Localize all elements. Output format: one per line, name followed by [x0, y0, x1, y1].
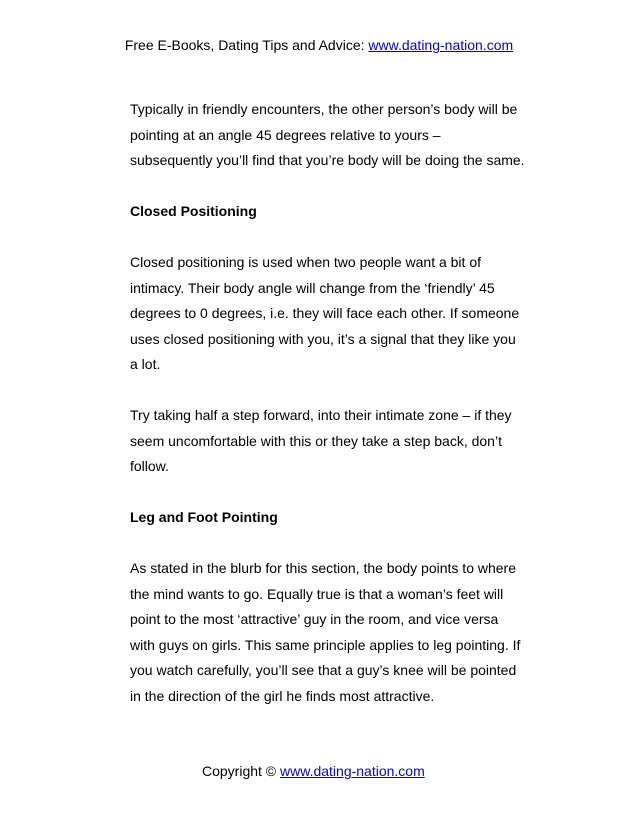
heading-leg-foot-pointing: Leg and Foot Pointing: [130, 509, 278, 525]
text-line: subsequently you’ll find that you’re body will be doing the same.: [130, 152, 525, 168]
text-line: Try taking half a step forward, into their intimate zone – if they: [130, 407, 512, 423]
page-footer: [202, 762, 502, 780]
page-header: [0, 36, 638, 54]
text-line: follow.: [130, 458, 169, 474]
heading-closed-positioning: Closed Positioning: [130, 203, 257, 219]
footer-website-link[interactable]: www.dating-nation.com: [280, 763, 425, 779]
header-website-link[interactable]: www.dating-nation.com: [368, 37, 514, 53]
text-line: a lot.: [130, 356, 161, 372]
text-line: As stated in the blurb for this section, the body points to where: [130, 560, 516, 576]
text-line: in the direction of the girl he finds most attractive.: [130, 687, 435, 704]
text-line: uses closed positioning with you, it’s a signal that they like you: [130, 330, 516, 347]
text-line: the mind wants to go. Equally true is that a woman’s feet will: [130, 585, 504, 602]
text-line: pointing at an angle 45 degrees relative to yours –: [130, 126, 441, 143]
page-content: [130, 97, 546, 709]
text-line: with guys on girls. This same principle applies to leg pointing. If: [130, 636, 521, 653]
paragraph-closed-positioning: [130, 250, 546, 378]
copyright-text: Copyright ©: [202, 763, 281, 779]
text-line: degrees to 0 degrees, i.e. they will face each other. If someone: [130, 305, 520, 321]
text-line: you watch carefully, you’ll see that a guy’s knee will be pointed: [130, 662, 517, 678]
text-line: point to the most ‘attractive’ guy in the room, and vice versa: [130, 611, 499, 627]
text-line: seem uncomfortable with this or they take a step back, don’t: [130, 432, 502, 449]
text-line: Closed positioning is used when two people want a bit of: [130, 254, 481, 270]
text-line: Typically in friendly encounters, the other person’s body will be: [130, 101, 518, 117]
text-line: intimacy. Their body angle will change from the ‘friendly’ 45: [130, 279, 495, 296]
header-text: Free E-Books, Dating Tips and Advice:: [124, 37, 369, 53]
paragraph-leg-foot-pointing: [130, 556, 546, 709]
paragraph-step-forward: [130, 403, 546, 480]
paragraph-friendly-angle: [130, 97, 546, 174]
